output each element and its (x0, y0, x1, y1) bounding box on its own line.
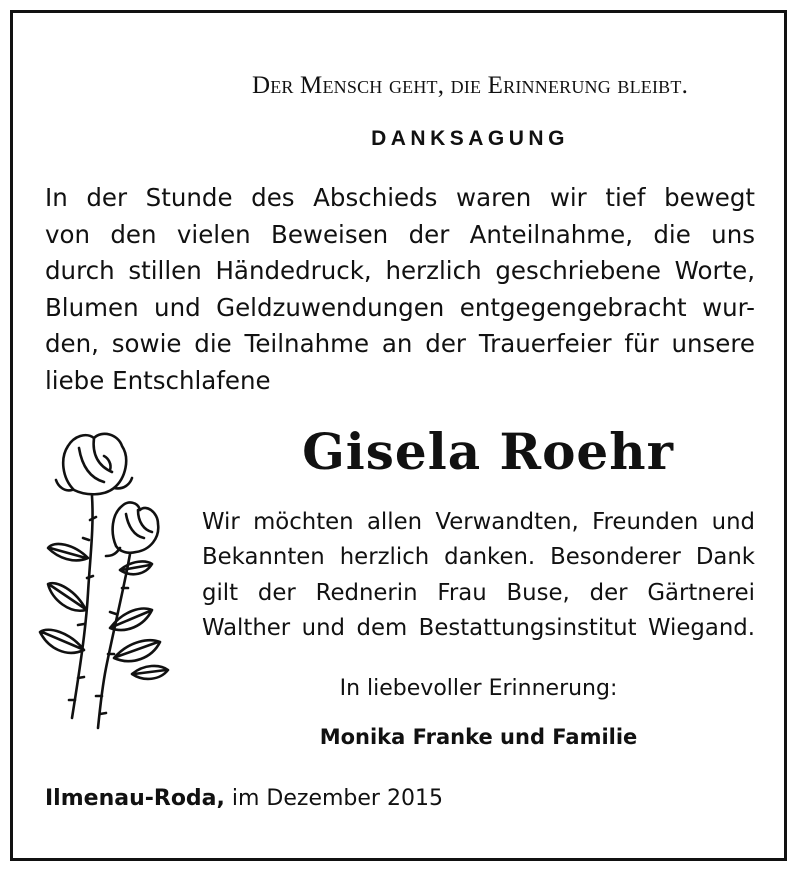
date: im Dezember 2015 (231, 786, 443, 811)
thanks-line: Wir möchten allen Verwandten, Freunden und (202, 509, 755, 535)
intro-paragraph (45, 180, 755, 400)
thanks-line: gilt der Rednerin Frau Buse, der Gärtnerei (202, 579, 755, 606)
thanks-line: Walther und dem Bestattungsinstitut Wiegand. (202, 614, 755, 641)
deceased-name: Gisela Roehr (302, 422, 674, 481)
motto: Der Mensch geht, die Erinnerung bleibt. (251, 72, 689, 99)
intro-line: von den vielen Beweisen der Anteilnahme, die uns (45, 219, 755, 249)
signed-by: Monika Franke und Familie (319, 725, 638, 749)
intro-line: den, sowie die Teilnahme an der Trauerfeier für unsere (45, 329, 755, 359)
roses-icon (34, 428, 184, 733)
intro-line: In der Stunde des Abschieds waren wir tief bewegt (45, 183, 755, 212)
intro-line: Blumen und Geldzuwendungen entgegengebracht wur- (45, 292, 755, 322)
memory-line: In liebevoller Erinnerung: (339, 676, 618, 701)
place-and-date (45, 786, 443, 811)
place: Ilmenau-Roda, (45, 786, 225, 811)
thanks-paragraph (202, 505, 755, 646)
notice-heading: DANKSAGUNG (371, 127, 569, 150)
thanks-line: Bekannten herzlich danken. Besonderer Dank (202, 544, 755, 571)
intro-line: durch stillen Händedruck, herzlich geschriebene Worte, (45, 256, 755, 286)
intro-line: liebe Entschlafene (45, 365, 271, 395)
